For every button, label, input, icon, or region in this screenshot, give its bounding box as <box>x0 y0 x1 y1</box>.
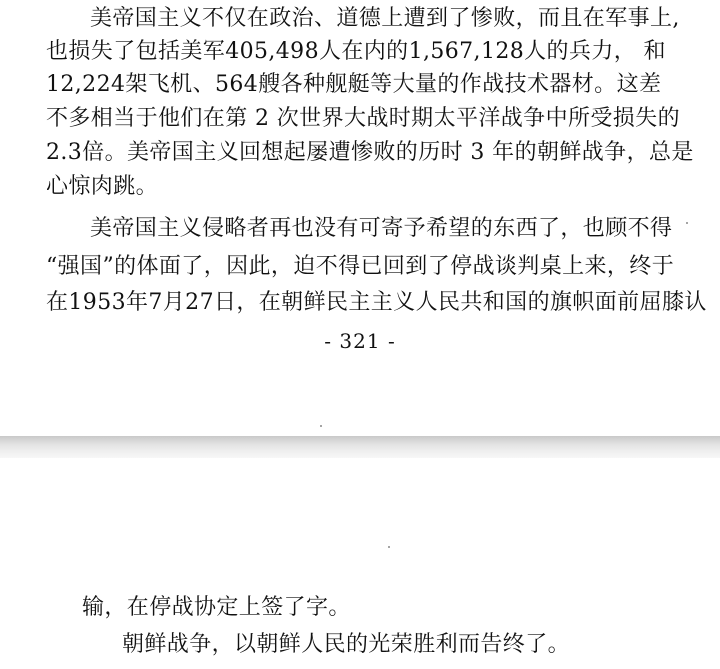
text-line-10: 输，在停战协定上签了字。 <box>82 595 351 620</box>
scan-speck <box>320 425 322 427</box>
text-line-7: 美帝国主义侵略者再也没有可寄予希望的东西了，也顾不得 <box>90 216 673 241</box>
scan-speck <box>388 546 390 548</box>
text-line-5: 2.3倍。美帝国主义回想起屡遭惨败的历时 3 年的朝鲜战争，总是 <box>46 140 694 165</box>
page-separator <box>0 436 720 458</box>
text-line-1: 美帝国主义不仅在政治、道德上遭到了惨败，而且在军事上, <box>90 6 680 31</box>
text-line-3: 12,224架飞机、564艘各种舰艇等大量的作战技术器材。这差 <box>46 72 662 97</box>
scan-speck <box>686 222 688 224</box>
text-line-8: “强国”的体面了，因此，迫不得已回到了停战谈判桌上来，终于 <box>46 254 675 279</box>
page-322 <box>0 458 720 669</box>
text-line-11: 朝鲜战争，以朝鲜人民的光荣胜利而告终了。 <box>122 632 571 657</box>
text-line-6: 心惊肉跳。 <box>46 174 159 199</box>
text-line-4: 不多相当于他们在第 2 次世界大战时期太平洋战争中所受损失的 <box>46 106 680 131</box>
text-line-9: 在1953年7月27日，在朝鲜民主主义人民共和国的旗帜面前屈膝认 <box>46 290 707 315</box>
text-line-2: 也损失了包括美军405,498人在内的1,567,128人的兵力， 和 <box>46 39 666 64</box>
page-number: - 321 - <box>324 329 396 353</box>
